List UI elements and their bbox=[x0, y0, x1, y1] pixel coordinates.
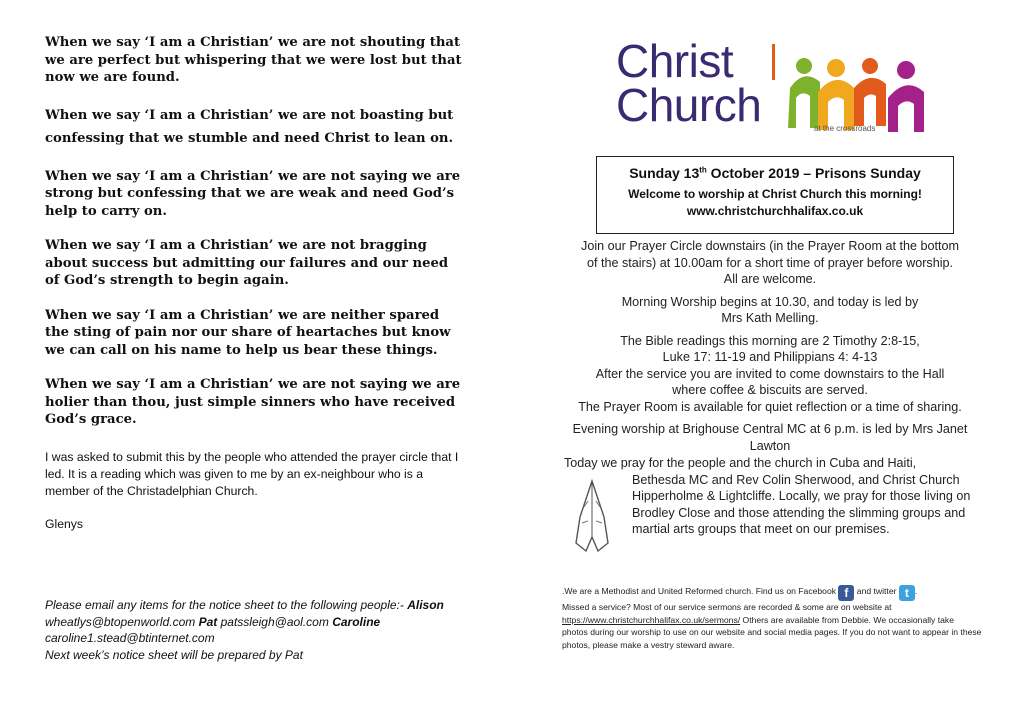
footer-email-caroline[interactable]: caroline1.stead@btinternet.com bbox=[45, 631, 215, 645]
church-logo bbox=[612, 35, 942, 136]
service-title: Sunday 13th October 2019 – Prisons Sunday bbox=[629, 165, 921, 181]
footer-name-pat: Pat bbox=[198, 614, 218, 629]
creed-paragraph-3: When we say ‘I am a Christian’ we are not saying we are strong but confessing that we are weak and need God’s help to carry on. bbox=[45, 168, 461, 219]
footer-name-caroline: Caroline bbox=[332, 614, 381, 629]
right-column bbox=[560, 238, 980, 538]
logo-word-church: Church bbox=[616, 79, 762, 131]
praying-hands-icon bbox=[566, 477, 618, 555]
left-column bbox=[45, 34, 465, 549]
prayer-room-notice: The Prayer Room is available for quiet reflection or a time of sharing. bbox=[578, 399, 962, 414]
submission-note: I was asked to submit this by the people who attended the prayer circle that I led. It is a reading which was given to me by an ex-neighbour who is a member of the Christadelphian Church. bbox=[45, 449, 459, 498]
prayer-rest: Bethesda MC and Rev Colin Sherwood, and Christ Church Hipperholme & Lightcliffe. Locally, we pray for those living on Brodley Close and those attending the slimming groups and martial arts groups that meet on our premises. bbox=[632, 472, 971, 536]
creed-paragraph-4: When we say ‘I am a Christian’ we are not bragging about success but admitting our failures and our need of God’s strength to begin again. bbox=[45, 238, 449, 288]
prayer-line-1: Today we pray for the people and the church in Cuba and Haiti, bbox=[564, 456, 917, 470]
creed-paragraph-5: When we say ‘I am a Christian’ we are neither spared the sting of pain nor our share of heartaches but know we can call on his name to help us bear these things. bbox=[45, 307, 451, 358]
logo-word-christ: Christ bbox=[616, 35, 734, 87]
footer-email-alison[interactable]: wheatlys@btopenworld.com bbox=[45, 614, 199, 629]
logo-tagline: at the crossroads bbox=[814, 124, 876, 133]
photo-notice: Others are available from Debbie. We occasionally take photos during our worship to use on our website and social media pages. If you do not want to appear in these photos, please make a vestry steward aware. bbox=[562, 614, 982, 650]
email-footer bbox=[45, 597, 475, 663]
signature: Glenys bbox=[45, 516, 83, 531]
missed-service-text: Missed a service? Most of our service sermons are recorded & some are on website at bbox=[562, 602, 892, 612]
welcome-line: Welcome to worship at Christ Church this morning! bbox=[628, 187, 922, 201]
prayer-intentions bbox=[560, 455, 980, 538]
footer-intro: Please email any items for the notice sheet to the following people:- bbox=[45, 598, 408, 612]
small-print: .We are a Methodist and United Reformed church. Find us on Facebook f and twitter t . Missed a service? Most of our service sermons are recorded & some are on website at https://www.christchurchhalifax.co.uk/sermons/ Others are available from Debbie. We occasionally take photos during our worship to use on our website and social media pages. If you do not want to appear in these photos, please make a vestry steward aware. bbox=[562, 586, 982, 650]
prayer-circle-notice: Join our Prayer Circle downstairs (in the Prayer Room at the bottom of the stairs) at 10.00am for a short time of prayer before worship. All are welcome. bbox=[581, 239, 959, 286]
sermons-link[interactable]: https://www.christchurchhalifax.co.uk/sermons/ bbox=[562, 614, 741, 625]
service-header-box bbox=[596, 156, 954, 234]
footer-name-alison: Alison bbox=[407, 598, 444, 612]
evening-worship-notice: Evening worship at Brighouse Central MC at 6 p.m. is led by Mrs Janet Lawton bbox=[572, 422, 968, 453]
morning-worship-notice: Morning Worship begins at 10.30, and today is led by Mrs Kath Melling. bbox=[621, 294, 919, 325]
footer-email-pat[interactable]: patssleigh@aol.com bbox=[217, 614, 333, 629]
creed-paragraph-1: When we say ‘I am a Christian’ we are not shouting that we are perfect but whispering that we were lost but that now we are found. bbox=[45, 35, 462, 85]
creed-paragraph-2: When we say ‘I am a Christian’ we are not boasting but confessing that we stumble and need Christ to lean on. bbox=[45, 107, 454, 146]
twitter-icon[interactable]: t bbox=[899, 585, 915, 601]
footer-next-week: Next week’s notice sheet will be prepared by Pat bbox=[45, 647, 303, 662]
facebook-icon[interactable]: f bbox=[838, 585, 854, 601]
website-url[interactable]: www.christchurchhalifax.co.uk bbox=[686, 204, 864, 218]
creed-paragraph-6: When we say ‘I am a Christian’ we are not saying we are holier than thou, just simple sinners who have received God’s grace. bbox=[45, 377, 461, 427]
readings-notice: The Bible readings this morning are 2 Timothy 2:8-15, Luke 17: 11-19 and Philippians 4: 4-13 After the service you are invited to come downstairs to the Hall where coffee & biscuits are served. bbox=[595, 333, 945, 397]
